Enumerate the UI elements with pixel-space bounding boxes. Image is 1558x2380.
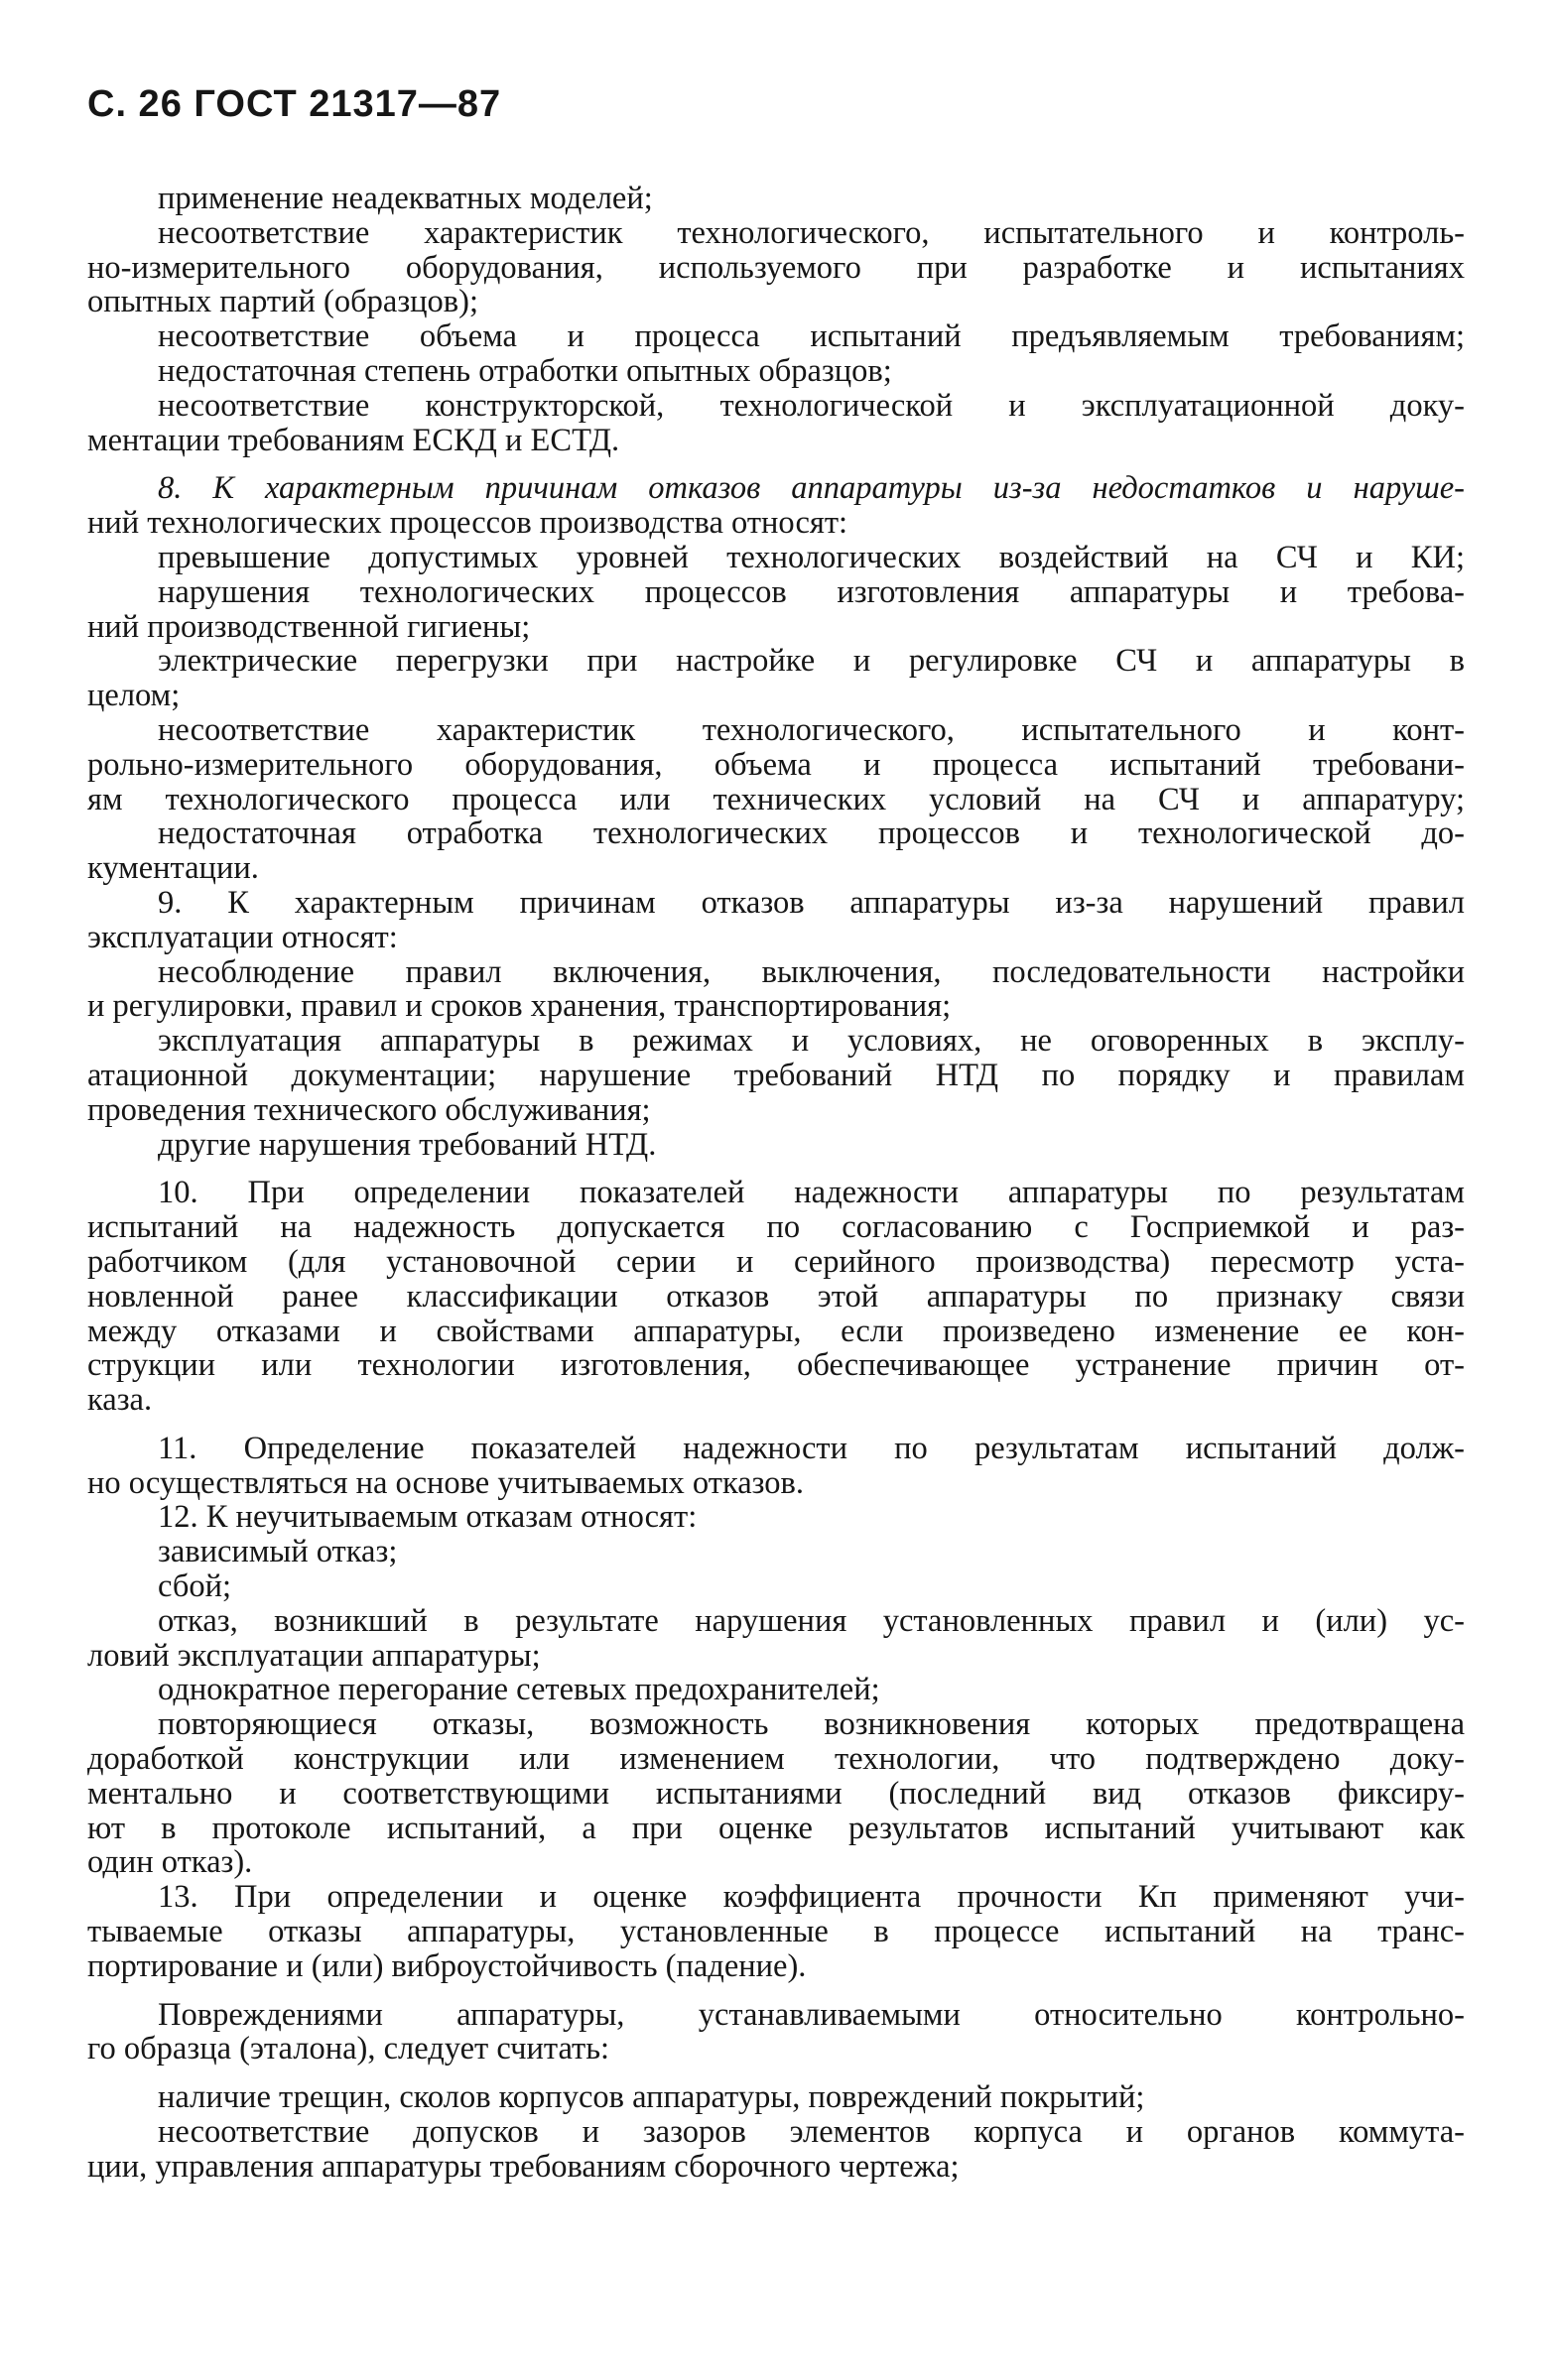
text-line: кументации. [87,851,259,886]
text-line: несоблюдение правил включения, выключения, последовательности настройки [158,954,1465,990]
text-line: атационной документации; нарушение требований НТД по порядку и правилам [87,1058,1465,1093]
text-line: один отказ). [87,1845,253,1881]
text-line: ловий эксплуатации аппаратуры; [87,1638,541,1674]
text-line: сбой; [158,1569,232,1604]
text-line: струкции или технологии изготовления, обеспечивающее устранение причин от- [87,1348,1465,1384]
text-line: 11. Определение показателей надежности по результатам испытаний долж- [158,1431,1465,1466]
text-line: новленной ранее классификации отказов этой аппаратуры по признаку связи [87,1279,1465,1315]
page-header: С. 26 ГОСТ 21317—87 [87,83,502,125]
document-body [87,182,1465,2185]
text-line: превышение допустимых уровней технологических воздействий на СЧ и КИ; [158,540,1465,575]
text-line: другие нарушения требований НТД. [158,1127,657,1163]
text-line: несоответствие допусков и зазоров элементов корпуса и органов коммута- [158,2115,1465,2150]
text-line: ют в протоколе испытаний, а при оценке результатов испытаний учитывают как [87,1811,1465,1846]
text-line: 9. К характерным причинам отказов аппаратуры из-за нарушений правил [158,885,1465,921]
text-line: рольно-измерительного оборудования, объема и процесса испытаний требовани- [87,747,1465,783]
text-line: но осуществляться на основе учитываемых отказов. [87,1465,805,1501]
text-line: эксплуатация аппаратуры в режимах и условиях, не оговоренных в эксплу- [158,1024,1465,1059]
text-line: 12. К неучитываемым отказам относят: [158,1500,698,1536]
text-line: недостаточная отработка технологических процессов и технологической до- [158,816,1465,852]
text-line: несоответствие конструкторской, технологической и эксплуатационной доку- [158,388,1465,424]
text-line: и регулировки, правил и сроков хранения, транспортирования; [87,989,952,1025]
text-line: испытаний на надежность допускается по согласованию с Госприемкой и раз- [87,1210,1465,1245]
text-line: ям технологического процесса или технических условий на СЧ и аппаратуру; [87,782,1465,817]
text-line: работчиком (для установочной серии и серийного производства) пересмотр уста- [87,1244,1465,1280]
text-line: ний технологических процессов производства относят: [87,506,848,541]
text-line: го образца (эталона), следует считать: [87,2032,610,2067]
text-line: наличие трещин, сколов корпусов аппаратуры, повреждений покрытий; [158,2080,1145,2116]
text-line: недостаточная степень отработки опытных образцов; [158,353,892,389]
text-line: Повреждениями аппаратуры, устанавливаемыми относительно контрольно- [158,1997,1465,2033]
text-line: 10. При определении показателей надежности аппаратуры по результатам [158,1176,1465,1211]
text-line: каза. [87,1383,153,1418]
text-line: нарушения технологических процессов изготовления аппаратуры и требова- [158,574,1465,610]
text-line: доработкой конструкции или изменением технологии, что подтверждено доку- [87,1742,1465,1777]
text-line: 8. К характерным причинам отказов аппаратуры из-за недостатков и наруше- [158,471,1465,507]
text-line: ции, управления аппаратуры требованиям сборочного чертежа; [87,2149,960,2185]
text-line: несоответствие характеристик технологического, испытательного и конт- [158,712,1465,748]
text-line: ний производственной гигиены; [87,609,531,645]
text-line: применение неадекватных моделей; [158,182,653,216]
text-line: электрические перегрузки при настройке и регулировке СЧ и аппаратуры в [158,644,1465,680]
text-line: однократное перегорание сетевых предохранителей; [158,1673,880,1708]
text-line: несоответствие характеристик технологического, испытательного и контроль- [158,215,1465,251]
text-line: зависимый отказ; [158,1535,398,1570]
text-line: ментально и соответствующими испытаниями (последний вид отказов фиксиру- [87,1776,1465,1812]
text-line: целом; [87,679,181,713]
text-line: но-измерительного оборудования, используемого при разработке и испытаниях [87,250,1465,286]
text-line: эксплуатации относят: [87,920,398,955]
text-line: повторяющиеся отказы, возможность возникновения которых предотвращена [158,1707,1465,1743]
text-line: отказ, возникший в результате нарушения установленных правил и (или) ус- [158,1603,1465,1639]
text-line: между отказами и свойствами аппаратуры, если произведено изменение ее кон- [87,1314,1465,1349]
text-line: опытных партий (образцов); [87,285,478,320]
text-line: тываемые отказы аппаратуры, установленные в процессе испытаний на транс- [87,1915,1465,1949]
text-line: портирование и (или) виброустойчивость (падение). [87,1948,807,1984]
text-line: ментации требованиям ЕСКД и ЕСТД. [87,423,620,458]
text-line: несоответствие объема и процесса испытаний предъявляемым требованиям; [158,319,1465,354]
text-line: 13. При определении и оценке коэффициента прочности Кп применяют учи- [158,1880,1465,1916]
text-line: проведения технического обслуживания; [87,1092,651,1128]
